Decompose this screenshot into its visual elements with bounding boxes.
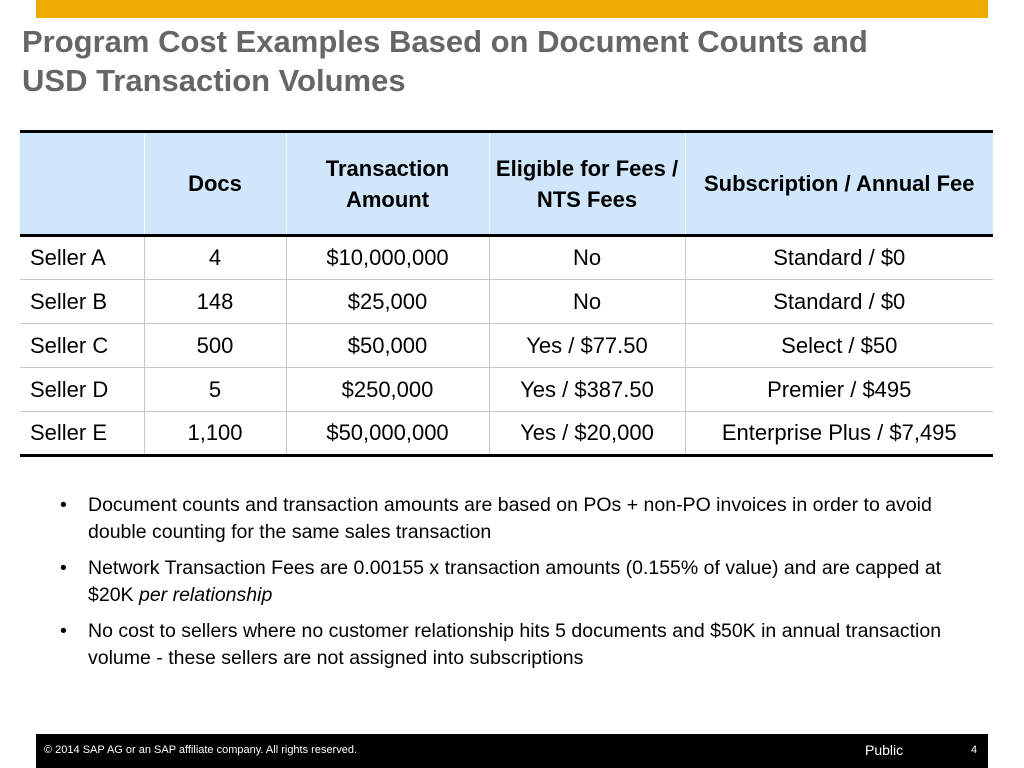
accent-bar (36, 0, 988, 18)
cell-docs: 500 (144, 324, 286, 368)
notes-list (60, 492, 960, 681)
list-item (60, 618, 960, 672)
cell-seller: Seller D (20, 368, 144, 412)
table-row (20, 412, 993, 456)
cell-docs: 148 (144, 280, 286, 324)
cell-transaction-amount: $10,000,000 (286, 236, 489, 280)
classification-label: Public (865, 742, 904, 758)
cell-eligible-fees: Yes / $387.50 (489, 368, 685, 412)
table-header-row (20, 132, 993, 236)
header-subscription-fee: Subscription / Annual Fee (685, 132, 993, 236)
cell-eligible-fees: Yes / $20,000 (489, 412, 685, 456)
bullet-icon: • (60, 620, 67, 642)
table-row (20, 368, 993, 412)
cost-table (20, 130, 993, 457)
slide-title (22, 22, 982, 100)
cell-eligible-fees: No (489, 280, 685, 324)
note-text: Network Transaction Fees are 0.00155 x transaction amounts (0.155% of value) and are capped at $20K (88, 557, 942, 606)
cell-eligible-fees: Yes / $77.50 (489, 324, 685, 368)
cell-subscription-fee: Standard / $0 (685, 236, 993, 280)
cell-docs: 1,100 (144, 412, 286, 456)
cell-seller: Seller A (20, 236, 144, 280)
copyright-text: © 2014 SAP AG or an SAP affiliate company. All rights reserved. (44, 744, 358, 756)
header-transaction-amount: Transaction Amount (286, 132, 489, 236)
cell-seller: Seller B (20, 280, 144, 324)
page-number: 4 (971, 744, 978, 756)
cell-transaction-amount: $25,000 (286, 280, 489, 324)
cell-transaction-amount: $50,000 (286, 324, 489, 368)
header-eligible-fees: Eligible for Fees / NTS Fees (489, 132, 685, 236)
cell-subscription-fee: Enterprise Plus / $7,495 (685, 412, 993, 456)
cell-subscription-fee: Premier / $495 (685, 368, 993, 412)
cell-seller: Seller E (20, 412, 144, 456)
cell-docs: 4 (144, 236, 286, 280)
cell-transaction-amount: $50,000,000 (286, 412, 489, 456)
note-text: Document counts and transaction amounts are based on POs + non-PO invoices in order to avoid double counting for the same sales transaction (88, 494, 932, 543)
footer (36, 734, 988, 768)
table-row (20, 324, 993, 368)
cell-seller: Seller C (20, 324, 144, 368)
list-item (60, 555, 960, 609)
cell-docs: 5 (144, 368, 286, 412)
note-emphasis: per relationship (138, 584, 273, 606)
header-seller (20, 132, 144, 236)
list-item (60, 492, 960, 546)
cell-transaction-amount: $250,000 (286, 368, 489, 412)
header-docs: Docs (144, 132, 286, 236)
slide-title-line-1: Program Cost Examples Based on Document Counts and (22, 24, 868, 59)
table-row (20, 280, 993, 324)
slide-title-line-2: USD Transaction Volumes (22, 63, 406, 98)
cell-subscription-fee: Select / $50 (685, 324, 993, 368)
cell-eligible-fees: No (489, 236, 685, 280)
bullet-icon: • (60, 557, 67, 579)
cell-subscription-fee: Standard / $0 (685, 280, 993, 324)
table-row (20, 236, 993, 280)
bullet-icon: • (60, 494, 67, 516)
note-text: No cost to sellers where no customer relationship hits 5 documents and $50K in annual transaction volume - these sellers are not assigned into subscriptions (88, 620, 942, 669)
